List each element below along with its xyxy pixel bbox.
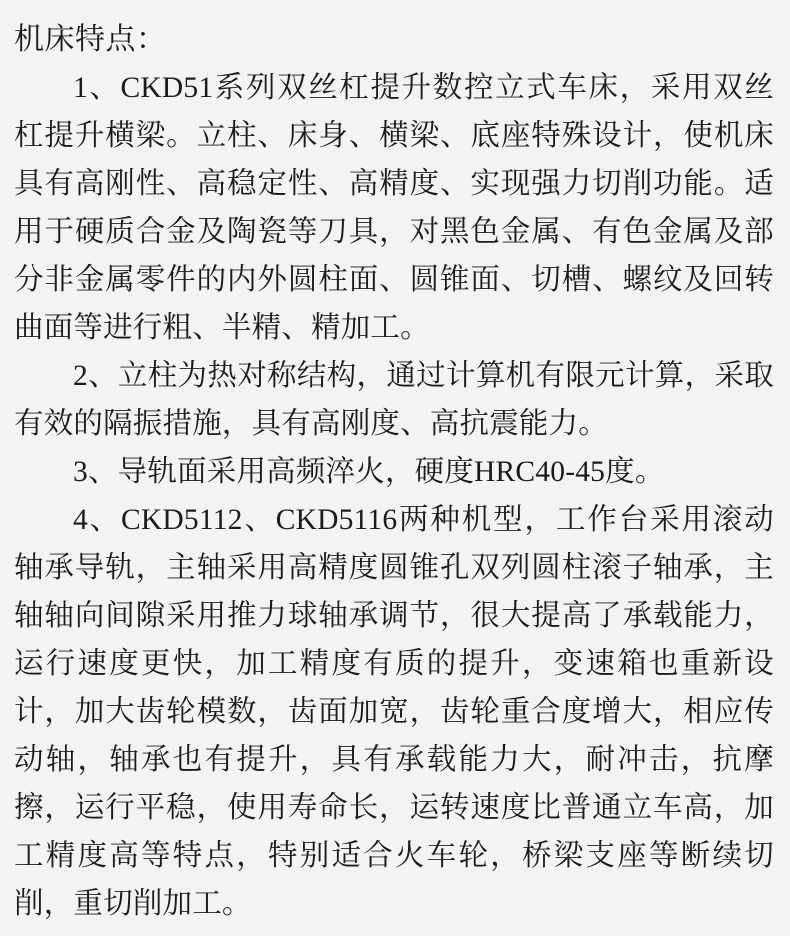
paragraph-3: 3、导轨面采用高频淬火，硬度HRC40-45度。 — [73, 456, 665, 488]
paragraph-1: 1、CKD51系列双丝杠提升数控立式车床，采用双丝杠提升横梁。立柱、床身、横梁、底座特殊设计，使机床具有高刚性、高稳定性、高精度、实现强力切削功能。适用于硬质合金及陶瓷等刀具，对黑色金属、有色金属及部分非金属零件的内外圆柱面、圆锥面、切槽、螺纹及回转曲面等进行粗、半精、精加工。 — [14, 72, 774, 344]
paragraph-4: 4、CKD5112、CKD5116两种机型，工作台采用滚动轴承导轨，主轴采用高精度圆锥孔双列圆柱滚子轴承，主轴轴向间隙采用推力球轴承调节，很大提高了承载能力，运行速度更快，加工精度有质的提升，变速箱也重新设计，加大齿轮模数，齿面加宽，齿轮重合度增大，相应传动轴，轴承也有提升，具有承载能力大，耐冲击，抗摩擦，运行平稳，使用寿命长，运转速度比普通立车高，加工精度高等特点，特别适合火车轮，桥梁支座等断续切削，重切削加工。 — [14, 504, 774, 920]
paragraph-2: 2、立柱为热对称结构，通过计算机有限元计算，采取有效的隔振措施，具有高刚度、高抗震能力。 — [14, 360, 774, 440]
page-title: 机床特点： — [14, 23, 167, 56]
